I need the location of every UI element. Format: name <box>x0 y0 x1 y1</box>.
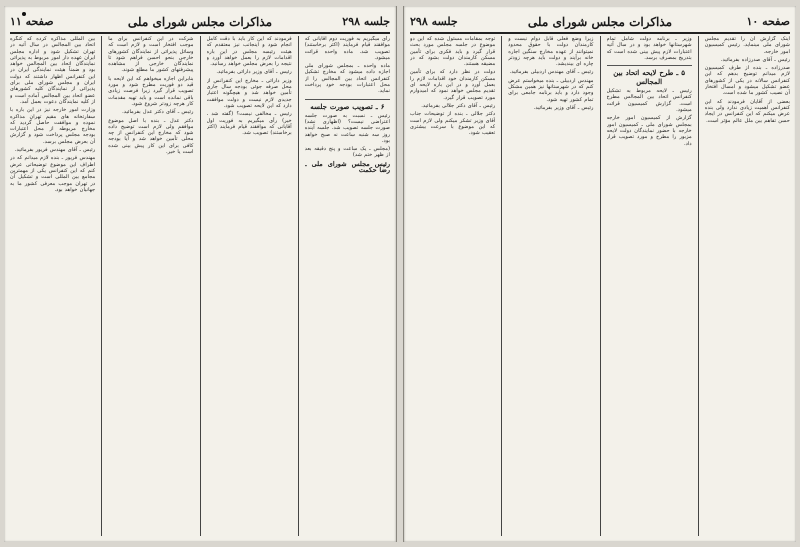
column-rule <box>698 36 699 536</box>
paragraph: دکتر جلالی ـ بنده از توضیحات جناب آقای وزیر تشکر میکنم ولی لازم است که این موضوع با سرعت بیشتری تعقیب شود. <box>410 111 496 137</box>
page-number: صفحه ۱۱ <box>10 15 54 28</box>
paragraph: بعضی از آقایان فرمودند که این کنفرانس اهمیت زیادی ندارد ولی بنده عرض میکنم که این کنفرانس در ایجاد حسن تفاهم بین ملل عالم مؤثر است. <box>704 98 790 124</box>
paragraph: وزیر دارائی ـ مخارج این کنفرانس از محل صرفه جوئی بودجه سال جاری تأمین خواهد شد و هیچگونه اعتبار جدیدی لازم نیست و دولت موافقت دارد که این لایحه تصویب شود. <box>206 77 292 109</box>
page-title: مذاکرات مجلس شورای ملی <box>127 15 273 29</box>
paragraph: رئیس ـ آقای دکتر جلالی بفرمائید. <box>421 102 496 109</box>
paragraph: رئیس ـ آقای وزیر بفرمائید. <box>533 104 594 111</box>
paragraph: شرکت در این کنفرانس برای ما موجب افتخار است و لازم است که وسائل پذیرائی از نمایندگان کشورهای خارجی بنحو احسن فراهم شود تا نمایندگان خارجی از مشاهده پیشرفتهای کشور ما مطلع شوند. <box>108 36 194 74</box>
text-column <box>508 36 593 536</box>
text-column <box>410 36 495 536</box>
paragraph: رأی میگیریم به فوریت دوم آقایانی که موافقند قیام فرمایند (اکثر برخاستند) تصویب شد. ماده واحده قرائت میشود. <box>304 36 390 61</box>
paragraph: مهندس فریور ـ بنده لازم میدانم که در اطراف این موضوع توضیحاتی عرض کنم که این کنفرانس یکی از مهمترین مجامع بین المللی است و تشکیل آن در تهران موجب معرفی کشور ما به جهانیان خواهد بود. <box>10 155 96 193</box>
right-page <box>403 6 796 542</box>
paragraph: توجه بمقامات مسئول شده که این دو موضوع در جلسه مجلس مورد بحث قرار گیرد و باید فکری برای تأمین مسکن کارمندان دولت بشود که در مضیقه هستند. <box>410 36 496 68</box>
paragraph: گزارش از کمیسیون امور خارجه بمجلس شورای ملی ـ کمیسیون امور خارجه با حضور نمایندگان دولت لایحه مزبور را مطرح و مورد تصویب قرار داد. <box>606 115 692 147</box>
newspaper-spread <box>4 6 796 542</box>
paragraph: رئیس ـ آقای صدرزاده بفرمائید. <box>720 56 790 63</box>
paragraph: دکتر عدل ـ بنده با اصل موضوع موافقم ولی لازم است توضیح داده شود که مخارج این کنفرانس از چه محلی تأمین خواهد شد و آیا بودجه کافی برای این کار پیش بینی شده است یا خیر. <box>108 117 194 156</box>
paragraph: رئیس ـ آقای وزیر دارائی بفرمائید. <box>216 69 292 76</box>
page-title: مذاکرات مجلس شورای ملی <box>527 15 673 29</box>
column-rule <box>600 36 601 536</box>
paragraph: وزیر ـ برنامه دولت شامل تمام شهرستانها خواهد بود و در سال آتیه اعتبارات لازم پیش بینی شده است که بتدریج بمصرف برسد. <box>606 36 692 61</box>
paragraph: اینک گزارش آن را تقدیم مجلس شورای ملی مینماید. رئیس کمیسیون امور خارجه. <box>704 36 790 55</box>
page-session-label: جلسه ۲۹۸ <box>342 15 390 28</box>
paragraph: دولت در نظر دارد که برای تأمین مسکن کارمندان خود اقدامات لازم را بعمل آورد و در این باره لایحه ای تقدیم مجلس خواهد نمود که امیدوارم مورد تصویب قرار گیرد. <box>410 69 496 101</box>
column-rule <box>101 36 102 536</box>
left-columns <box>10 36 390 536</box>
paragraph: ماده واحده ـ بمجلس شورای ملی اجازه داده میشود که مخارج تشکیل کنفرانس اتحاد بین المجالس را از محل اعتبارات بودجه خود پرداخت نماید. <box>304 63 390 95</box>
text-column <box>207 36 292 536</box>
text-column <box>305 36 390 536</box>
section-heading: ۶ ـ تصویب صورت جلسه <box>305 99 390 111</box>
paragraph: بین المللی مذاکره کرده که کنگره اتحاد بین المجالس در سال آتیه در تهران تشکیل شود و اداره مجلس ایران عهده دار امور مربوط به پذیرائی نمایندگان اتحاد بین المجالس خواهد بود و ضمناً هیئت نمایندگی ایران در این کنفرانس اظهار داشتند که دولت ایران و مجلس شورای ملی برای پذیرائی از نمایندگان کلیه کشورهای عضو اتحاد بین المجالس آماده است و از کلیه نمایندگان دعوت بعمل آمد. <box>10 36 96 105</box>
paragraph: رئیس ـ لایحه مربوط به تشکیل کنفرانس اتحاد بین المجالس مطرح است. گزارش کمیسیون قرائت میشود. <box>606 88 692 114</box>
page-session-label: جلسه ۲۹۸ <box>410 15 458 28</box>
text-column <box>10 36 95 536</box>
paragraph: زیرا وضع فعلی قابل دوام نیست و کارمندان دولت با حقوق محدود نمیتوانند از عهده مخارج سنگین اجاره خانه برآیند و دولت باید هرچه زودتر چاره ای بیندیشد. <box>508 36 594 68</box>
text-column <box>607 36 692 536</box>
text-column <box>108 36 193 536</box>
page-number: صفحه ۱۰ <box>746 15 790 28</box>
paragraph: رئیس ـ آقای دکتر عدل بفرمائید. <box>122 109 194 116</box>
paragraph: وزارت امور خارجه نیز در این باره با سفارتخانه های مقیم تهران مذاکره نموده و موافقت حاصل گردید که مخارج مربوطه از محل اعتبارات بودجه مجلس پرداخت شود و گزارش آن بعرض مجلس برسد. <box>10 107 96 145</box>
paragraph: فرمودند که این کار باید با دقت کامل انجام شود و اینجانب نیز معتقدم که هیئت رئیسه مجلس در این باره اقدامات لازم را بعمل خواهد آورد و نتیجه را بعرض مجلس خواهد رسانید. <box>206 36 292 68</box>
paragraph: بنابراین اجازه میخواهم که این لایحه با قید دو فوریت مطرح شود و مورد تصویب قرار گیرد زیرا فرصت زیادی باقی نمانده است و باید تهیه مقدمات کار هرچه زودتر شروع شود. <box>108 75 194 107</box>
paragraph: رئیس ـ مخالفی نیست؟ (گفته شد ـ خیر) رأی میگیریم به فوریت اول آقایانی که موافقند قیام فرمایند (اکثر برخاستند) تصویب شد. <box>206 111 292 137</box>
paragraph: رئیس ـ آقای مهندس فریور بفرمائید. <box>14 147 96 154</box>
paragraph: مهندس اردبیلی ـ بنده میخواستم عرض کنم که در شهرستانها نیز همین مشکل وجود دارد و باید برنامه جامعی برای تمام کشور تهیه شود. <box>508 77 594 103</box>
paragraph: رئیس ـ نسبت به صورت جلسه اعتراضی نیست؟ (اظهاری نشد) صورت جلسه تصویب شد. جلسه آینده روز سه شنبه ساعت نه صبح خواهد بود. <box>304 112 390 144</box>
right-page-header <box>410 10 790 34</box>
left-page <box>4 6 397 542</box>
paragraph: رئیس ـ آقای مهندس اردبیلی بفرمائید. <box>509 69 594 76</box>
column-rule <box>298 36 299 536</box>
text-column <box>705 36 790 536</box>
column-rule <box>501 36 502 536</box>
section-heading: ۵ ـ طرح لایحه اتحاد بین المجالس <box>607 65 692 86</box>
paragraph: (مجلس ـ یک ساعت و پنج دقیقه بعد از ظهر ختم شد) <box>304 146 390 159</box>
signature-line: رئیس مجلس شورای ملی ـ رضا حکمت <box>304 159 390 175</box>
column-rule <box>200 36 201 536</box>
left-page-header <box>10 10 390 34</box>
right-columns <box>410 36 790 536</box>
paragraph: صدرزاده ـ بنده از طرف کمیسیون لازم میدانم توضیح بدهم که این کنفرانس سالانه در یکی از کشورهای عضو تشکیل میشود و امسال افتخار آن نصیب کشور ما شده است. <box>704 65 790 97</box>
